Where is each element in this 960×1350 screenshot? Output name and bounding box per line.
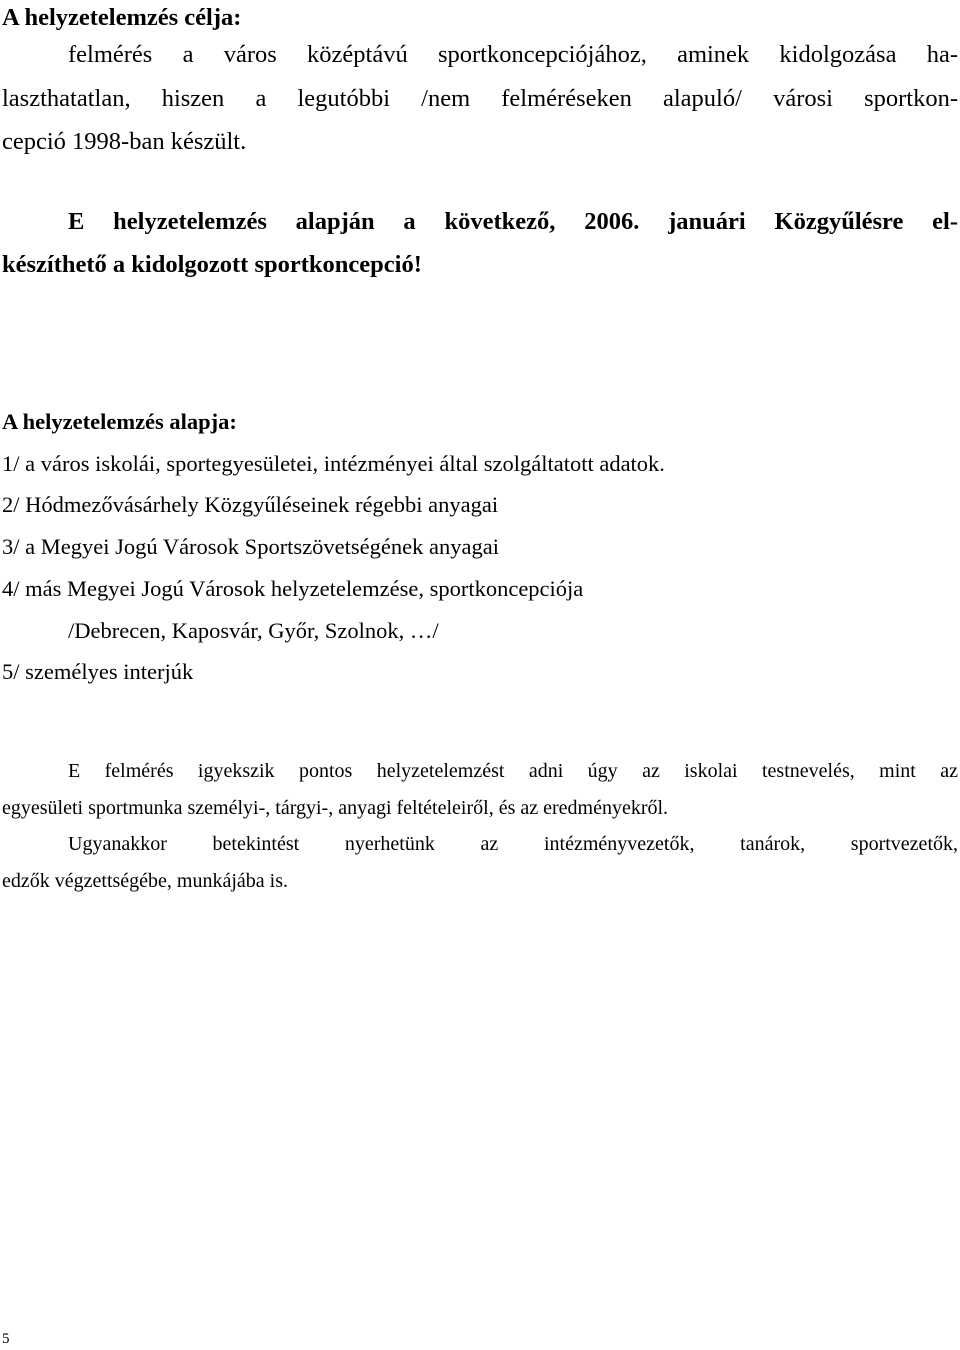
survey-line: E felmérés igyekszik pontos helyzetelemzést adni úgy az iskolai testnevelés, mint az: [68, 760, 958, 782]
basis-item-continuation: /Debrecen, Kaposvár, Győr, Szolnok, …/: [68, 618, 439, 643]
basis-item: 3/ a Megyei Jogú Városok Sportszövetségének anyagai: [2, 534, 499, 559]
basis-heading: A helyzetelemzés alapja:: [2, 409, 237, 434]
basis-item: 1/ a város iskolái, sportegyesületei, intézményei által szolgáltatott adatok.: [2, 451, 665, 476]
basis-item: 5/ személyes interjúk: [2, 659, 194, 684]
goal-paragraph-line: laszthatatlan, hiszen a legutóbbi /nem felméréseken alapuló/ városi sportkon-: [2, 85, 958, 112]
basis-item: 2/ Hódmezővásárhely Közgyűléseinek régebbi anyagai: [2, 492, 499, 517]
goal-heading: A helyzetelemzés célja:: [2, 4, 242, 31]
goal-emphasis-line: E helyzetelemzés alapján a következő, 2006. januári Közgyűlésre el-: [68, 208, 958, 235]
goal-paragraph-line: felmérés a város középtávú sportkoncepciójához, aminek kidolgozása ha-: [68, 41, 958, 68]
page-number: 5: [2, 1331, 10, 1347]
survey-line: egyesületi sportmunka személyi-, tárgyi-, anyagi feltételeiről, és az eredményekről.: [2, 797, 669, 819]
goal-emphasis-line: készíthető a kidolgozott sportkoncepció!: [2, 251, 422, 278]
survey-line: Ugyanakkor betekintést nyerhetünk az intézményvezetők, tanárok, sportvezetők,: [68, 833, 958, 855]
survey-line: edzők végzettségébe, munkájába is.: [2, 870, 288, 892]
basis-item: 4/ más Megyei Jogú Városok helyzetelemzése, sportkoncepciója: [2, 576, 584, 601]
goal-paragraph-line: cepció 1998-ban készült.: [2, 128, 247, 155]
